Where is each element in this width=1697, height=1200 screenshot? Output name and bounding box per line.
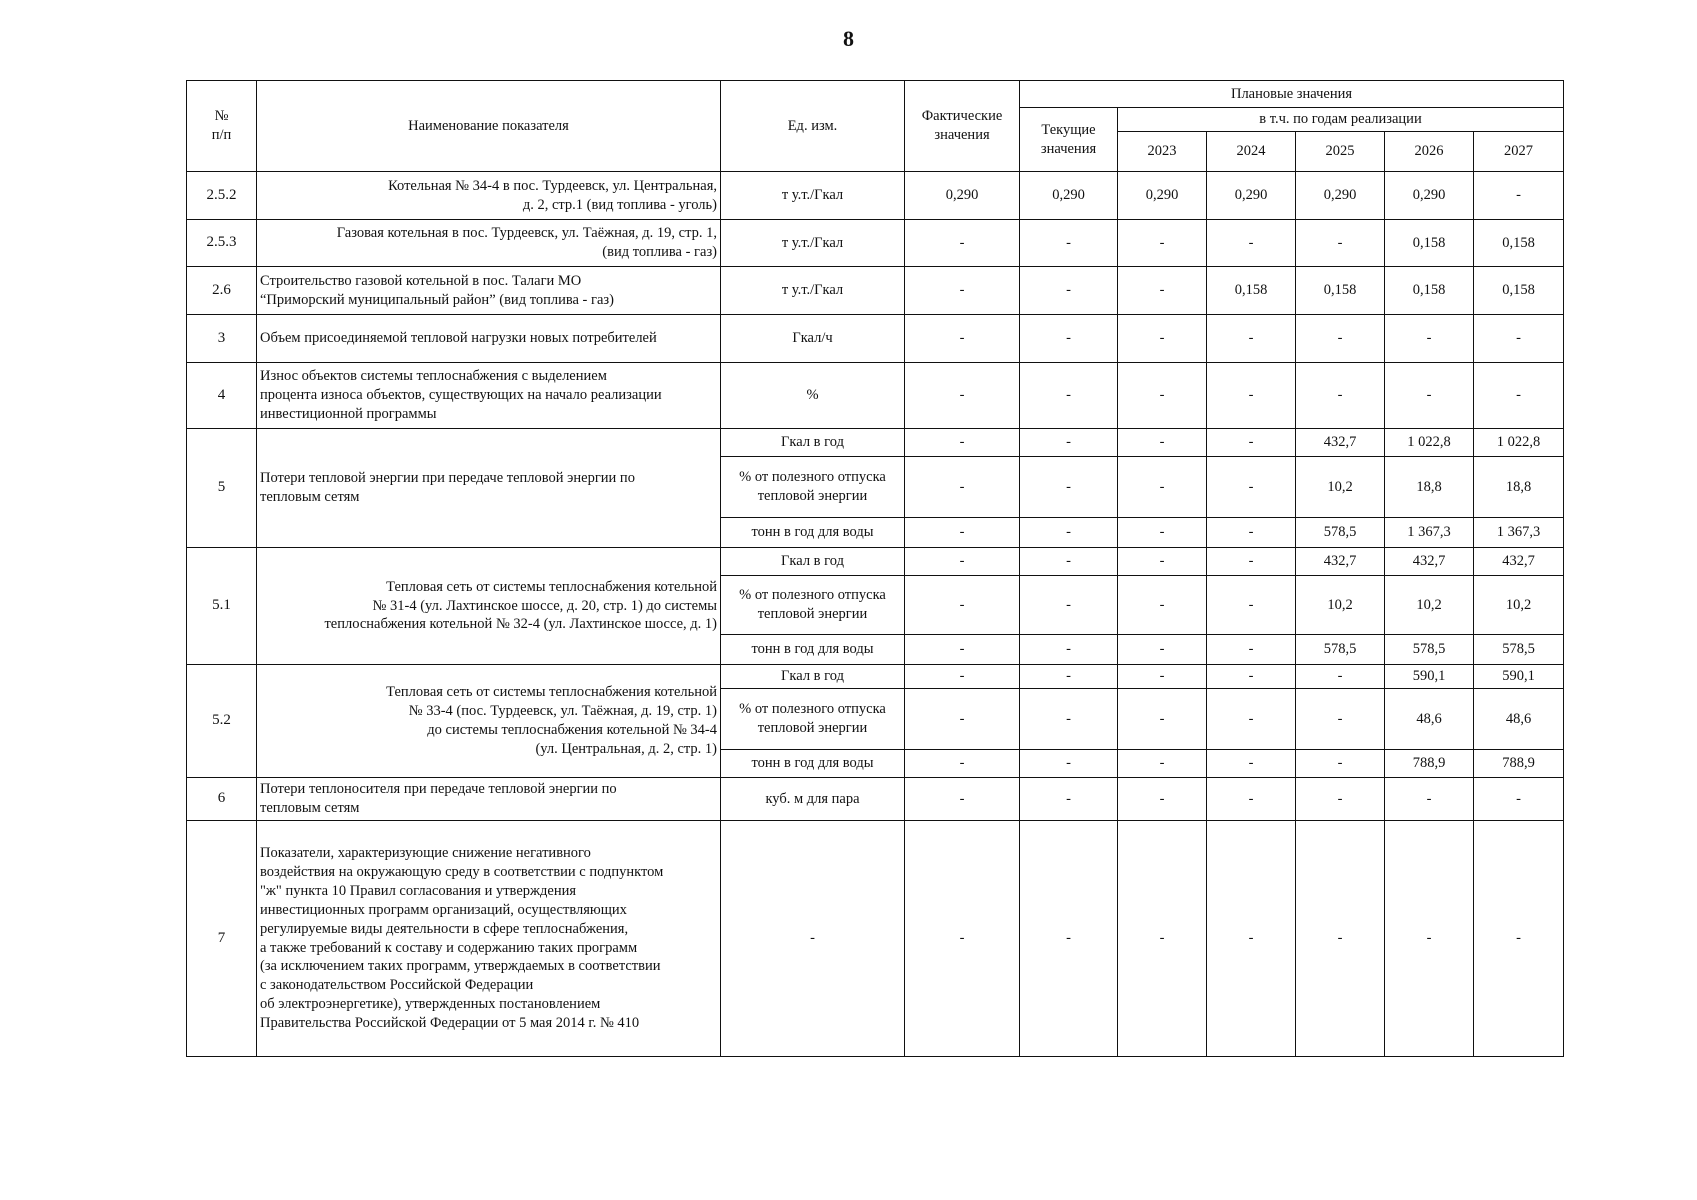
- value-cell: -: [1118, 821, 1207, 1057]
- unit-cell: куб. м для пара: [721, 778, 905, 821]
- indicator-name-line: Правительства Российской Федерации от 5 мая 2014 г. № 410: [260, 1014, 640, 1031]
- row-number: 3: [187, 315, 257, 363]
- value-cell: 10,2: [1296, 576, 1385, 635]
- unit-cell: тонн в год для воды: [721, 518, 905, 548]
- indicator-name-line: № 33-4 (пос. Турдеевск, ул. Таёжная, д. 19, стр. 1): [408, 703, 717, 720]
- value-cell: -: [1118, 220, 1207, 267]
- indicator-name-line: (ул. Центральная, д. 2, стр. 1): [535, 740, 717, 757]
- value-cell: -: [1020, 518, 1118, 548]
- row-number: 5: [187, 429, 257, 548]
- indicator-name-line: воздействия на окружающую среду в соответствии с подпунктом: [260, 864, 664, 881]
- page-number: 8: [843, 26, 854, 51]
- indicator-name: [257, 429, 721, 548]
- value-cell: -: [1118, 518, 1207, 548]
- row-number: 5.2: [187, 665, 257, 778]
- value-cell: -: [1474, 315, 1564, 363]
- value-cell: -: [905, 689, 1020, 750]
- table-row: [187, 363, 1564, 429]
- indicator-name-line: “Приморский муниципальный район” (вид топлива - газ): [260, 291, 614, 308]
- indicator-name-line: а также требований к составу и содержанию таких программ: [260, 939, 638, 956]
- indicator-name-line: Тепловая сеть от системы теплоснабжения котельной: [386, 578, 717, 595]
- value-cell: -: [1118, 363, 1207, 429]
- value-cell: 0,290: [1296, 172, 1385, 220]
- value-cell: -: [1118, 267, 1207, 315]
- indicator-name-line: Показатели, характеризующие снижение негативного: [260, 845, 591, 862]
- value-cell: -: [905, 635, 1020, 665]
- value-cell: -: [1385, 821, 1474, 1057]
- indicator-name-line: инвестиционной программы: [260, 405, 437, 422]
- value-cell: 432,7: [1296, 429, 1385, 457]
- value-cell: -: [1020, 778, 1118, 821]
- value-cell: -: [1020, 665, 1118, 689]
- value-cell: -: [1207, 548, 1296, 576]
- value-cell: -: [905, 267, 1020, 315]
- unit-cell: т у.т./Гкал: [721, 172, 905, 220]
- value-cell: 10,2: [1385, 576, 1474, 635]
- value-cell: -: [1020, 821, 1118, 1057]
- value-cell: 0,158: [1296, 267, 1385, 315]
- value-cell: -: [1207, 689, 1296, 750]
- value-cell: -: [905, 457, 1020, 518]
- value-cell: -: [1020, 315, 1118, 363]
- value-cell: 432,7: [1296, 548, 1385, 576]
- indicator-name-line: Потери теплоносителя при передаче тепловой энергии по: [260, 781, 617, 798]
- unit-cell: т у.т./Гкал: [721, 220, 905, 267]
- value-cell: -: [1207, 518, 1296, 548]
- value-cell: -: [905, 821, 1020, 1057]
- value-cell: -: [1118, 429, 1207, 457]
- header-by-years: в т.ч. по годам реализации: [1118, 108, 1564, 132]
- indicator-name-line: об электроэнергетике), утвержденных постановлением: [260, 996, 601, 1013]
- indicator-name-line: "ж" пункта 10 Правил согласования и утверждения: [260, 882, 577, 899]
- indicator-name-line: Котельная № 34-4 в пос. Турдеевск, ул. Центральная,: [388, 177, 717, 194]
- value-cell: 48,6: [1385, 689, 1474, 750]
- value-cell: -: [1207, 750, 1296, 778]
- value-cell: -: [1020, 429, 1118, 457]
- value-cell: -: [1020, 635, 1118, 665]
- value-cell: -: [905, 576, 1020, 635]
- indicator-name-line: д. 2, стр.1 (вид топлива - уголь): [522, 196, 717, 213]
- unit-cell: Гкал/ч: [721, 315, 905, 363]
- header-year: 2023: [1118, 132, 1207, 172]
- unit-cell: %: [721, 363, 905, 429]
- header-year: 2027: [1474, 132, 1564, 172]
- value-cell: -: [1296, 665, 1385, 689]
- indicator-name-line: (за исключением таких программ, утверждаемых в соответствии: [260, 958, 661, 975]
- value-cell: -: [1207, 576, 1296, 635]
- value-cell: -: [1296, 778, 1385, 821]
- table-header: [187, 81, 1564, 172]
- header-current: Текущие значения: [1020, 108, 1118, 172]
- unit-cell: тонн в год для воды: [721, 635, 905, 665]
- value-cell: -: [1296, 750, 1385, 778]
- value-cell: 578,5: [1296, 518, 1385, 548]
- row-number: 4: [187, 363, 257, 429]
- header-year: 2025: [1296, 132, 1385, 172]
- value-cell: 18,8: [1385, 457, 1474, 518]
- indicator-name-line: (вид топлива - газ): [602, 244, 717, 260]
- indicator-name: [257, 821, 721, 1057]
- value-cell: -: [1207, 363, 1296, 429]
- value-cell: 590,1: [1385, 665, 1474, 689]
- value-cell: 48,6: [1474, 689, 1564, 750]
- header-unit: Ед. изм.: [721, 81, 905, 172]
- indicator-name: [257, 778, 721, 821]
- table-row: [187, 821, 1564, 1057]
- value-cell: -: [1118, 665, 1207, 689]
- value-cell: -: [1385, 363, 1474, 429]
- unit-cell: Гкал в год: [721, 548, 905, 576]
- value-cell: 590,1: [1474, 665, 1564, 689]
- value-cell: 0,290: [1385, 172, 1474, 220]
- row-number: 2.5.2: [187, 172, 257, 220]
- value-cell: -: [1118, 457, 1207, 518]
- indicator-name-line: с законодательством Российской Федерации: [260, 977, 534, 994]
- header-name: Наименование показателя: [257, 81, 721, 172]
- value-cell: -: [1020, 548, 1118, 576]
- value-cell: -: [1020, 267, 1118, 315]
- indicator-name: [257, 220, 721, 267]
- value-cell: -: [1296, 821, 1385, 1057]
- value-cell: -: [1296, 220, 1385, 267]
- unit-cell: Гкал в год: [721, 665, 905, 689]
- indicator-name: [257, 315, 721, 363]
- unit-cell: % от полезного отпуска тепловой энергии: [721, 457, 905, 518]
- value-cell: -: [1207, 665, 1296, 689]
- value-cell: -: [905, 778, 1020, 821]
- value-cell: -: [1118, 635, 1207, 665]
- value-cell: 0,158: [1385, 267, 1474, 315]
- value-cell: -: [1207, 457, 1296, 518]
- value-cell: -: [1207, 778, 1296, 821]
- value-cell: 0,158: [1207, 267, 1296, 315]
- value-cell: -: [1207, 315, 1296, 363]
- value-cell: -: [1207, 220, 1296, 267]
- value-cell: -: [905, 548, 1020, 576]
- indicator-name-line: регулируемые виды деятельности в сфере теплоснабжения,: [260, 920, 629, 937]
- value-cell: 1 367,3: [1474, 518, 1564, 548]
- unit-cell: Гкал в год: [721, 429, 905, 457]
- value-cell: 0,290: [1020, 172, 1118, 220]
- value-cell: 1 022,8: [1474, 429, 1564, 457]
- value-cell: -: [1020, 750, 1118, 778]
- value-cell: 432,7: [1474, 548, 1564, 576]
- indicator-name: [257, 267, 721, 315]
- header-year: 2024: [1207, 132, 1296, 172]
- value-cell: 0,158: [1474, 267, 1564, 315]
- table-row: [187, 665, 1564, 689]
- value-cell: -: [905, 315, 1020, 363]
- value-cell: -: [1020, 457, 1118, 518]
- value-cell: -: [1207, 635, 1296, 665]
- indicator-name-line: Тепловая сеть от системы теплоснабжения котельной: [386, 684, 717, 701]
- value-cell: -: [1020, 576, 1118, 635]
- value-cell: 0,290: [1207, 172, 1296, 220]
- indicator-name-line: Износ объектов системы теплоснабжения с выделением: [260, 368, 607, 385]
- value-cell: -: [1020, 689, 1118, 750]
- table-row: [187, 429, 1564, 457]
- header-num: № п/п: [187, 81, 257, 172]
- unit-cell: % от полезного отпуска тепловой энергии: [721, 689, 905, 750]
- row-number: 2.6: [187, 267, 257, 315]
- value-cell: 1 022,8: [1385, 429, 1474, 457]
- indicator-name-line: Объем присоединяемой тепловой нагрузки новых потребителей: [260, 330, 657, 347]
- value-cell: 0,158: [1474, 220, 1564, 267]
- indicator-name-line: Потери тепловой энергии при передаче тепловой энергии по: [260, 470, 635, 487]
- value-cell: 432,7: [1385, 548, 1474, 576]
- indicator-name: [257, 172, 721, 220]
- value-cell: -: [1118, 689, 1207, 750]
- value-cell: -: [905, 750, 1020, 778]
- value-cell: -: [1118, 778, 1207, 821]
- unit-cell: -: [721, 821, 905, 1057]
- value-cell: -: [1020, 363, 1118, 429]
- value-cell: -: [905, 220, 1020, 267]
- table-row: [187, 220, 1564, 267]
- indicator-name-line: Газовая котельная в пос. Турдеевск, ул. Таёжная, д. 19, стр. 1,: [336, 225, 717, 242]
- value-cell: 0,290: [1118, 172, 1207, 220]
- header-fact: Фактические значения: [905, 81, 1020, 172]
- value-cell: -: [1207, 429, 1296, 457]
- value-cell: -: [905, 665, 1020, 689]
- value-cell: 18,8: [1474, 457, 1564, 518]
- value-cell: -: [1207, 821, 1296, 1057]
- table-row: [187, 778, 1564, 821]
- value-cell: -: [1474, 172, 1564, 220]
- value-cell: -: [1118, 576, 1207, 635]
- indicator-name-line: № 31-4 (ул. Лахтинское шоссе, д. 20, стр. 1) до системы: [372, 597, 717, 614]
- value-cell: -: [1385, 778, 1474, 821]
- value-cell: -: [1474, 821, 1564, 1057]
- row-number: 5.1: [187, 548, 257, 665]
- value-cell: 0,290: [905, 172, 1020, 220]
- unit-cell: % от полезного отпуска тепловой энергии: [721, 576, 905, 635]
- value-cell: 10,2: [1474, 576, 1564, 635]
- indicator-name-line: тепловым сетям: [260, 489, 360, 505]
- table-row: [187, 315, 1564, 363]
- value-cell: 0,158: [1385, 220, 1474, 267]
- value-cell: -: [1296, 315, 1385, 363]
- value-cell: 1 367,3: [1385, 518, 1474, 548]
- unit-cell: т у.т./Гкал: [721, 267, 905, 315]
- value-cell: -: [1474, 778, 1564, 821]
- indicator-name-line: инвестиционных программ организаций, осуществляющих: [260, 901, 627, 918]
- header-plan: Плановые значения: [1020, 81, 1564, 108]
- value-cell: 788,9: [1474, 750, 1564, 778]
- value-cell: 578,5: [1296, 635, 1385, 665]
- indicator-name: [257, 363, 721, 429]
- value-cell: -: [905, 429, 1020, 457]
- table-body: [187, 172, 1564, 1057]
- table-row: [187, 267, 1564, 315]
- indicators-table: [186, 80, 1564, 1057]
- indicator-name-line: процента износа объектов, существующих на начало реализации: [260, 387, 662, 404]
- value-cell: -: [1474, 363, 1564, 429]
- indicator-name-line: тепловым сетям: [260, 800, 360, 816]
- value-cell: -: [1118, 315, 1207, 363]
- indicator-name-line: Строительство газовой котельной в пос. Талаги МО: [260, 272, 582, 289]
- value-cell: 578,5: [1474, 635, 1564, 665]
- value-cell: 578,5: [1385, 635, 1474, 665]
- indicator-name-line: теплоснабжения котельной № 32-4 (ул. Лахтинское шоссе, д. 1): [324, 616, 717, 633]
- value-cell: -: [1385, 315, 1474, 363]
- value-cell: -: [1118, 548, 1207, 576]
- header-year: 2026: [1385, 132, 1474, 172]
- row-number: 6: [187, 778, 257, 821]
- value-cell: 10,2: [1296, 457, 1385, 518]
- value-cell: 788,9: [1385, 750, 1474, 778]
- table-row: [187, 548, 1564, 576]
- value-cell: -: [1296, 689, 1385, 750]
- indicator-name-line: до системы теплоснабжения котельной № 34-4: [427, 722, 717, 738]
- value-cell: -: [1296, 363, 1385, 429]
- row-number: 2.5.3: [187, 220, 257, 267]
- unit-cell: тонн в год для воды: [721, 750, 905, 778]
- value-cell: -: [905, 363, 1020, 429]
- value-cell: -: [1020, 220, 1118, 267]
- value-cell: -: [905, 518, 1020, 548]
- value-cell: -: [1118, 750, 1207, 778]
- indicator-name: [257, 548, 721, 665]
- indicator-name: [257, 665, 721, 778]
- table-row: [187, 172, 1564, 220]
- row-number: 7: [187, 821, 257, 1057]
